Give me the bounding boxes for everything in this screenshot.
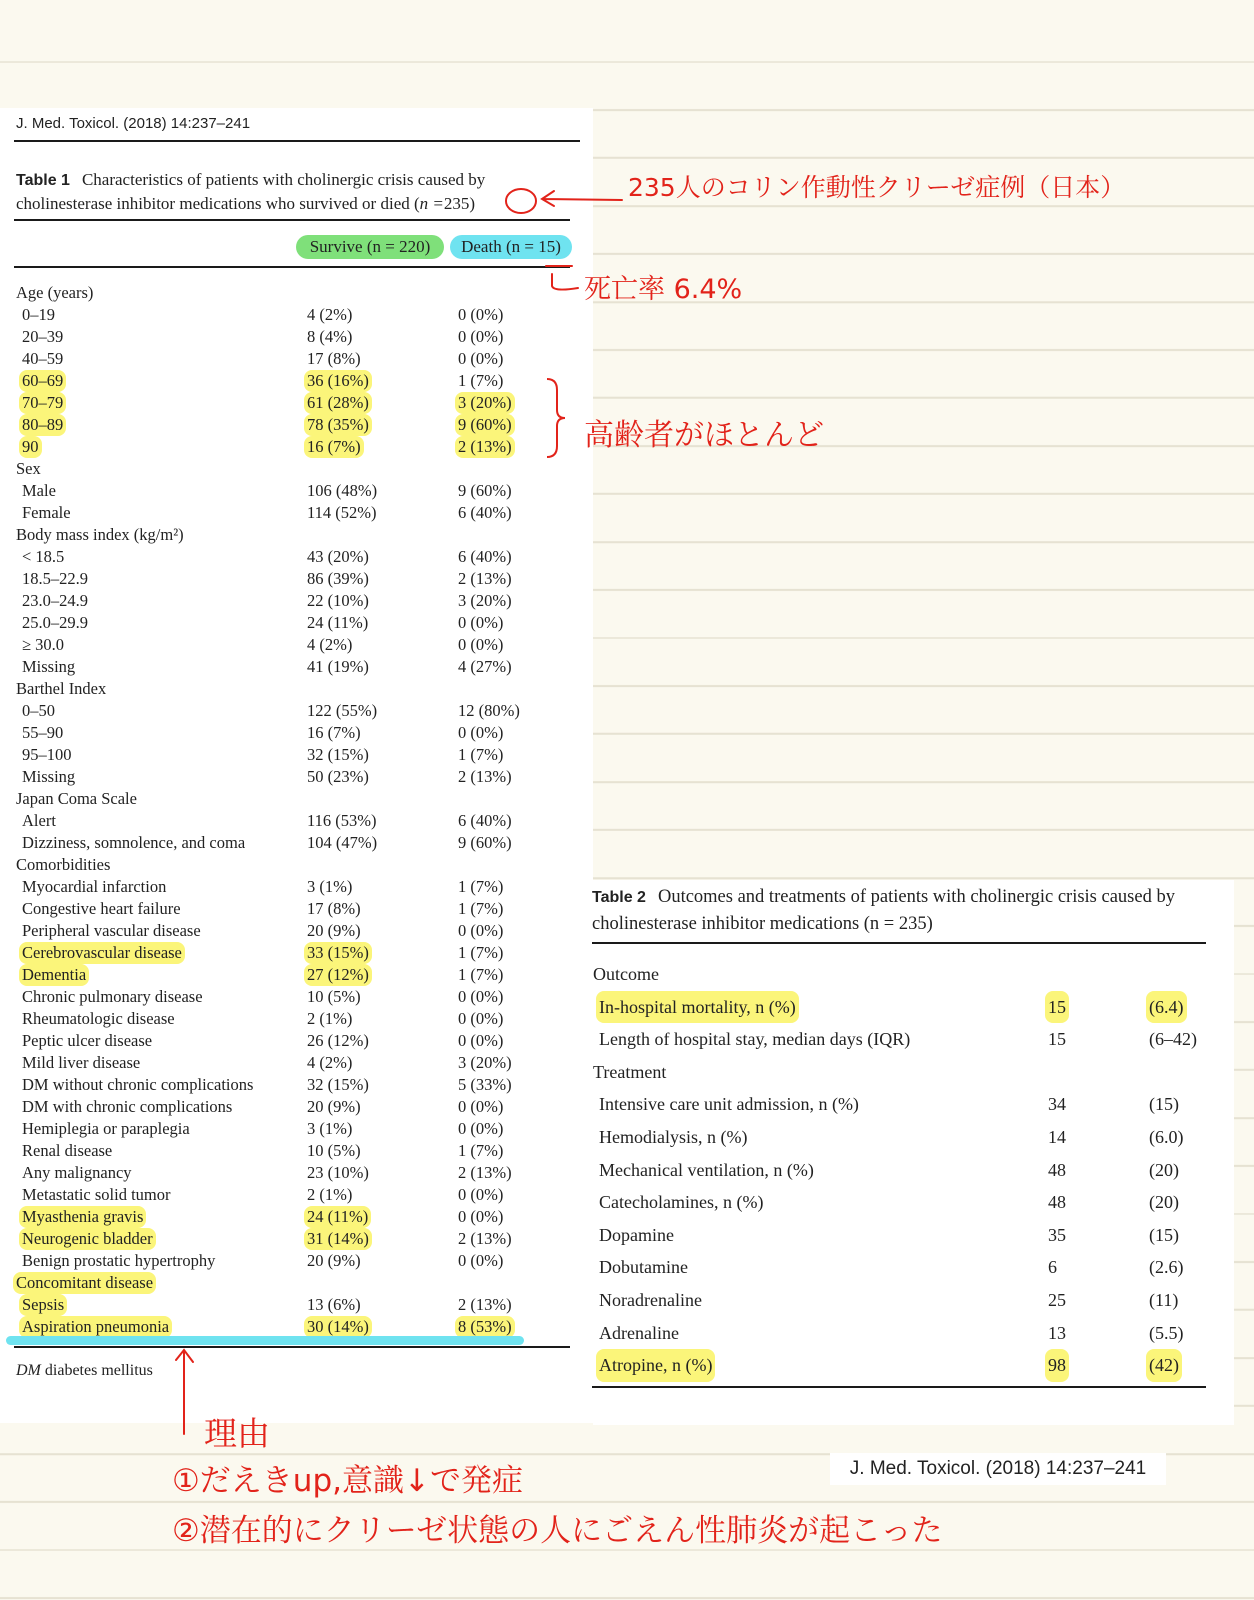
note-reason: 理由	[204, 1414, 270, 1453]
survive-cell: 20 (9%)	[307, 1251, 361, 1270]
table1-row-label: Metastatic solid tumor	[22, 1185, 171, 1204]
count-cell: 48	[1048, 1159, 1066, 1180]
table2-section-label: Treatment	[593, 1061, 667, 1082]
table1-row-label: 20–39	[22, 327, 64, 346]
death-cell: 6 (40%)	[458, 503, 512, 522]
table1-row	[16, 1316, 576, 1338]
percent-cell: (20)	[1149, 1192, 1179, 1213]
count-cell: 34	[1048, 1094, 1066, 1115]
table1-row-label: Missing	[22, 767, 76, 786]
table2-row	[593, 1317, 1213, 1350]
table1-row-label: Myasthenia gravis	[19, 1206, 146, 1228]
death-cell: 0 (0%)	[458, 1185, 504, 1204]
survive-cell: 22 (10%)	[307, 591, 369, 610]
table2-row	[593, 1023, 1213, 1056]
table1-row	[16, 722, 576, 744]
table2-row-label: Noradrenaline	[599, 1289, 702, 1310]
table1-row	[16, 568, 576, 590]
survive-cell: 50 (23%)	[307, 767, 369, 786]
table2-row	[593, 1349, 1213, 1382]
table1-row	[16, 788, 576, 810]
table1-row-label: 90	[19, 436, 42, 458]
table1-label: Table 1	[16, 172, 70, 189]
table1-row-label: Aspiration pneumonia	[19, 1316, 172, 1338]
percent-cell: (6–42)	[1149, 1029, 1197, 1050]
table2-row-label: Intensive care unit admission, n (%)	[599, 1094, 859, 1115]
journal-citation: J. Med. Toxicol. (2018) 14:237–241	[16, 115, 251, 132]
table2-row	[593, 1088, 1213, 1121]
survive-cell: 2 (1%)	[307, 1009, 353, 1028]
table2-bottom-rule	[592, 1386, 1206, 1388]
table2-row	[593, 1186, 1213, 1219]
death-cell: 0 (0%)	[458, 1207, 504, 1226]
table1-row	[16, 1206, 576, 1228]
death-cell: 2 (13%)	[458, 569, 512, 588]
survive-cell: 116 (53%)	[307, 811, 377, 830]
survive-cell: 122 (55%)	[307, 701, 378, 720]
survive-cell: 32 (15%)	[307, 745, 369, 764]
table1-row	[16, 436, 576, 458]
table1-row-label: Missing	[22, 657, 76, 676]
table2-row-label: Mechanical ventilation, n (%)	[599, 1159, 814, 1180]
table1-caption-count: 235	[443, 194, 470, 213]
table2-row-label: In-hospital mortality, n (%)	[596, 991, 799, 1024]
arrow-left-icon	[538, 188, 624, 208]
table1-row-label: Benign prostatic hypertrophy	[22, 1251, 216, 1270]
survive-cell: 78 (35%)	[304, 414, 372, 436]
table1-row	[16, 480, 576, 502]
table1-row-label: Dementia	[19, 964, 89, 986]
table1-row-label: Myocardial infarction	[22, 877, 167, 896]
table1-bottom-rule	[14, 1346, 570, 1348]
survive-cell: 4 (2%)	[307, 635, 353, 654]
table1-row	[16, 766, 576, 788]
table1-row	[16, 458, 576, 480]
table1-row-label: 23.0–24.9	[22, 591, 88, 610]
percent-cell: (42)	[1146, 1349, 1182, 1382]
survive-cell: 41 (19%)	[307, 657, 369, 676]
table2-top-rule	[592, 942, 1206, 944]
table1-row	[16, 1096, 576, 1118]
survive-cell: 32 (15%)	[307, 1075, 369, 1094]
survive-cell: 36 (16%)	[304, 370, 372, 392]
table2-row	[593, 1056, 1213, 1089]
table1-row	[16, 1008, 576, 1030]
table2-section-label: Outcome	[593, 964, 659, 984]
table1-row-label: 80–89	[19, 414, 66, 436]
table2-label: Table 2	[592, 889, 646, 906]
arrow-up-icon	[172, 1346, 196, 1436]
table1-row-label: < 18.5	[22, 547, 65, 566]
top-rule	[14, 140, 580, 142]
table1-row-label: DM without chronic complications	[22, 1075, 254, 1094]
table1-row-label: Rheumatologic disease	[22, 1009, 175, 1028]
death-cell: 0 (0%)	[458, 1251, 504, 1270]
table1-row	[16, 348, 576, 370]
table1-caption-text: Characteristics of patients with cholinergic crisis caused by cholinesterase inhibitor medications who survived or died (	[16, 170, 486, 213]
table1-row	[16, 502, 576, 524]
table1-row-label: DM with chronic complications	[22, 1097, 233, 1116]
table1-row-label: 0–50	[22, 701, 55, 720]
death-cell: 0 (0%)	[458, 635, 504, 654]
survive-cell: 33 (15%)	[304, 942, 372, 964]
percent-cell: (6.0)	[1149, 1126, 1184, 1147]
table2-row-label: Hemodialysis, n (%)	[599, 1126, 748, 1147]
footnote-abbr: DM	[16, 1362, 41, 1379]
count-cell: 15	[1048, 1029, 1066, 1050]
table1-section-label: Age (years)	[16, 283, 94, 302]
death-cell: 2 (13%)	[458, 1229, 512, 1248]
table1-row	[16, 1140, 576, 1162]
note-mortality-rate: 死亡率 6.4%	[584, 274, 743, 305]
death-cell: 1 (7%)	[458, 877, 504, 896]
table1-row	[16, 700, 576, 722]
death-cell: 2 (13%)	[458, 1163, 512, 1182]
death-cell: 0 (0%)	[458, 613, 504, 632]
table1-row-label: Peptic ulcer disease	[22, 1031, 153, 1050]
count-cell: 6	[1048, 1257, 1057, 1278]
table1-footnote	[16, 1362, 153, 1380]
death-cell: 0 (0%)	[458, 987, 504, 1006]
percent-cell: (15)	[1149, 1224, 1179, 1245]
survive-cell: 16 (7%)	[304, 436, 364, 458]
death-cell: 3 (20%)	[455, 392, 515, 414]
table1-section-label: Barthel Index	[16, 679, 107, 698]
count-cell: 25	[1048, 1289, 1066, 1310]
table1-row	[16, 1272, 576, 1294]
caption-rule	[14, 219, 570, 221]
table1-row	[16, 898, 576, 920]
survive-cell: 17 (8%)	[307, 349, 361, 368]
table1-section-label: Concomitant disease	[13, 1272, 156, 1294]
hook-arrow-icon	[542, 262, 582, 296]
table1-row	[16, 326, 576, 348]
table1-row-label: Alert	[22, 811, 56, 830]
table1-row-label: 55–90	[22, 723, 64, 742]
survive-cell: 104 (47%)	[307, 833, 378, 852]
percent-cell: (20)	[1149, 1159, 1179, 1180]
table2-caption	[592, 884, 1208, 937]
count-cell: 35	[1048, 1224, 1066, 1245]
table1-row	[16, 656, 576, 678]
table1-row	[16, 810, 576, 832]
table1-row	[16, 942, 576, 964]
table1-row-label: Renal disease	[22, 1141, 113, 1160]
death-cell: 9 (60%)	[458, 833, 512, 852]
table1-row-label: 60–69	[19, 370, 66, 392]
table1-row	[16, 414, 576, 436]
survive-cell: 16 (7%)	[307, 723, 361, 742]
table1-row	[16, 1228, 576, 1250]
count-cell: 13	[1048, 1322, 1066, 1343]
table1-row-label: 0–19	[22, 305, 55, 324]
footnote-text: diabetes mellitus	[44, 1362, 153, 1379]
count-cell: 15	[1045, 991, 1069, 1024]
death-cell: 8 (53%)	[455, 1316, 515, 1338]
survive-cell: 20 (9%)	[307, 921, 361, 940]
table2-row	[593, 958, 1213, 991]
table1-row-label: 95–100	[22, 745, 72, 764]
count-cell: 48	[1048, 1192, 1066, 1213]
table1-row-label: Hemiplegia or paraplegia	[22, 1119, 190, 1138]
survive-cell: 27 (12%)	[304, 964, 372, 986]
table1-row	[16, 964, 576, 986]
table1-row-label: 70–79	[19, 392, 66, 414]
survive-cell: 43 (20%)	[307, 547, 369, 566]
table2-row	[593, 1121, 1213, 1154]
death-cell: 9 (60%)	[455, 414, 515, 436]
death-cell: 0 (0%)	[458, 921, 504, 940]
table1-row	[16, 1030, 576, 1052]
count-cell: 98	[1045, 1349, 1069, 1382]
table1-row-label: Sepsis	[19, 1294, 67, 1316]
journal-citation-label: J. Med. Toxicol. (2018) 14:237–241	[830, 1453, 1166, 1485]
death-cell: 2 (13%)	[458, 767, 512, 786]
table1-row	[16, 304, 576, 326]
death-cell: 0 (0%)	[458, 1097, 504, 1116]
table2-row-label: Dobutamine	[599, 1257, 688, 1278]
table1-row-label: 25.0–29.9	[22, 613, 88, 632]
header-rule	[14, 266, 570, 268]
table1-row	[16, 1250, 576, 1272]
death-cell: 0 (0%)	[458, 349, 504, 368]
survive-cell: 4 (2%)	[307, 305, 353, 324]
survive-cell: 3 (1%)	[307, 877, 353, 896]
table1-caption	[16, 168, 572, 215]
table1-row	[16, 986, 576, 1008]
death-cell: 12 (80%)	[458, 701, 520, 720]
death-cell: 1 (7%)	[458, 371, 504, 390]
survive-cell: 31 (14%)	[304, 1228, 372, 1250]
death-cell: 6 (40%)	[458, 811, 512, 830]
death-cell: 3 (20%)	[458, 1053, 512, 1072]
survive-cell: 10 (5%)	[307, 1141, 361, 1160]
death-cell: 9 (60%)	[458, 481, 512, 500]
death-cell: 0 (0%)	[458, 305, 504, 324]
table1-row	[16, 1294, 576, 1316]
table1-row	[16, 392, 576, 414]
death-cell: 4 (27%)	[458, 657, 512, 676]
table1-row	[16, 920, 576, 942]
death-cell: 2 (13%)	[458, 1295, 512, 1314]
death-cell: 1 (7%)	[458, 745, 504, 764]
table1-row	[16, 612, 576, 634]
table1-row-label: Female	[22, 503, 71, 522]
table2-row	[593, 1154, 1213, 1187]
survive-cell: 86 (39%)	[307, 569, 369, 588]
table2-row-label: Length of hospital stay, median days (IQR)	[599, 1029, 911, 1050]
death-cell: 1 (7%)	[458, 943, 504, 962]
table2-row-label: Dopamine	[599, 1224, 674, 1245]
table1-row	[16, 1118, 576, 1140]
table1-section-label: Body mass index (kg/m²)	[16, 525, 184, 544]
survive-cell: 13 (6%)	[307, 1295, 361, 1314]
survive-cell: 24 (11%)	[307, 613, 369, 632]
death-cell: 0 (0%)	[458, 1031, 504, 1050]
survive-cell: 20 (9%)	[307, 1097, 361, 1116]
survive-cell: 8 (4%)	[307, 327, 353, 346]
survive-column-header: Survive (n = 220)	[296, 235, 444, 259]
death-cell: 1 (7%)	[458, 965, 504, 984]
table1-section-label: Japan Coma Scale	[16, 789, 137, 808]
count-cell: 14	[1048, 1126, 1066, 1147]
table1-row-label: Chronic pulmonary disease	[22, 987, 203, 1006]
survive-cell: 24 (11%)	[304, 1206, 371, 1228]
survive-cell: 61 (28%)	[304, 392, 372, 414]
table1-row	[16, 744, 576, 766]
table1-row-label: Any malignancy	[22, 1163, 132, 1182]
survive-cell: 106 (48%)	[307, 481, 378, 500]
table2-caption-text: Outcomes and treatments of patients with cholinergic crisis caused by cholinesterase inhibitor medications (n = 235)	[592, 887, 1175, 934]
survive-cell: 23 (10%)	[307, 1163, 369, 1182]
brace-icon	[543, 376, 571, 460]
table1-row	[16, 1052, 576, 1074]
table1-row-label: Congestive heart failure	[22, 899, 181, 918]
note-point-2: ②潜在的にクリーゼ状態の人にごえん性肺炎が起こった	[172, 1513, 943, 1549]
table2-body	[593, 958, 1213, 1382]
table1-row	[16, 832, 576, 854]
percent-cell: (2.6)	[1149, 1257, 1184, 1278]
survive-cell: 17 (8%)	[307, 899, 361, 918]
table1-row	[16, 546, 576, 568]
table1-row	[16, 524, 576, 546]
death-cell: 1 (7%)	[458, 899, 504, 918]
death-cell: 6 (40%)	[458, 547, 512, 566]
death-cell: 0 (0%)	[458, 723, 504, 742]
table1-body	[16, 282, 576, 1338]
table2-row	[593, 1251, 1213, 1284]
table1-row-label: Mild liver disease	[22, 1053, 141, 1072]
table1-row-label: Peripheral vascular disease	[22, 921, 201, 940]
table2-row	[593, 1219, 1213, 1252]
table1-row	[16, 854, 576, 876]
table2-row-label: Atropine, n (%)	[596, 1349, 715, 1382]
table2-row	[593, 991, 1213, 1024]
death-column-header: Death (n = 15)	[450, 235, 572, 259]
table1-row	[16, 1074, 576, 1096]
survive-cell: 4 (2%)	[307, 1053, 353, 1072]
death-cell: 0 (0%)	[458, 327, 504, 346]
percent-cell: (5.5)	[1149, 1322, 1184, 1343]
death-cell: 0 (0%)	[458, 1009, 504, 1028]
table1-row-label: Dizziness, somnolence, and coma	[22, 833, 246, 852]
cyan-highlight-bar	[6, 1336, 524, 1345]
percent-cell: (11)	[1149, 1289, 1179, 1310]
percent-cell: (15)	[1149, 1094, 1179, 1115]
table1-section-label: Sex	[16, 459, 41, 478]
table2-row-label: Catecholamines, n (%)	[599, 1192, 764, 1213]
note-point-1: ①だえきup,意識↓で発症	[172, 1463, 523, 1499]
table1-row-label: Neurogenic bladder	[19, 1228, 156, 1250]
survive-cell: 26 (12%)	[307, 1031, 369, 1050]
table2-row	[593, 1284, 1213, 1317]
death-cell: 0 (0%)	[458, 1119, 504, 1138]
survive-cell: 3 (1%)	[307, 1119, 353, 1138]
table1-row	[16, 282, 576, 304]
table1-row-label: 40–59	[22, 349, 64, 368]
circle-annotation-icon	[504, 186, 538, 216]
table1-caption-end: )	[469, 194, 476, 213]
table1-row-label: 18.5–22.9	[22, 569, 88, 588]
table1-row	[16, 370, 576, 392]
survive-cell: 2 (1%)	[307, 1185, 353, 1204]
table1-row	[16, 1184, 576, 1206]
table1-caption-n: n =	[419, 194, 444, 213]
table1-row-label: Male	[22, 481, 56, 500]
death-cell: 5 (33%)	[458, 1075, 512, 1094]
percent-cell: (6.4)	[1146, 991, 1187, 1024]
note-235-cases: 235人のコリン作動性クリーゼ症例（日本）	[628, 173, 1126, 202]
death-cell: 2 (13%)	[455, 436, 515, 458]
table1-row	[16, 678, 576, 700]
survive-cell: 114 (52%)	[307, 503, 377, 522]
table1-row	[16, 590, 576, 612]
table1-section-label: Comorbidities	[16, 855, 111, 874]
death-cell: 1 (7%)	[458, 1141, 504, 1160]
survive-cell: 30 (14%)	[304, 1316, 372, 1338]
table1-row	[16, 1162, 576, 1184]
table1-row	[16, 634, 576, 656]
table1-row-label: Cerebrovascular disease	[19, 942, 185, 964]
table2-row-label: Adrenaline	[599, 1322, 679, 1343]
note-elderly: 高齢者がほとんど	[584, 418, 824, 453]
table1-row	[16, 876, 576, 898]
survive-cell: 10 (5%)	[307, 987, 361, 1006]
table1-row-label: ≥ 30.0	[22, 635, 65, 654]
death-cell: 3 (20%)	[458, 591, 512, 610]
